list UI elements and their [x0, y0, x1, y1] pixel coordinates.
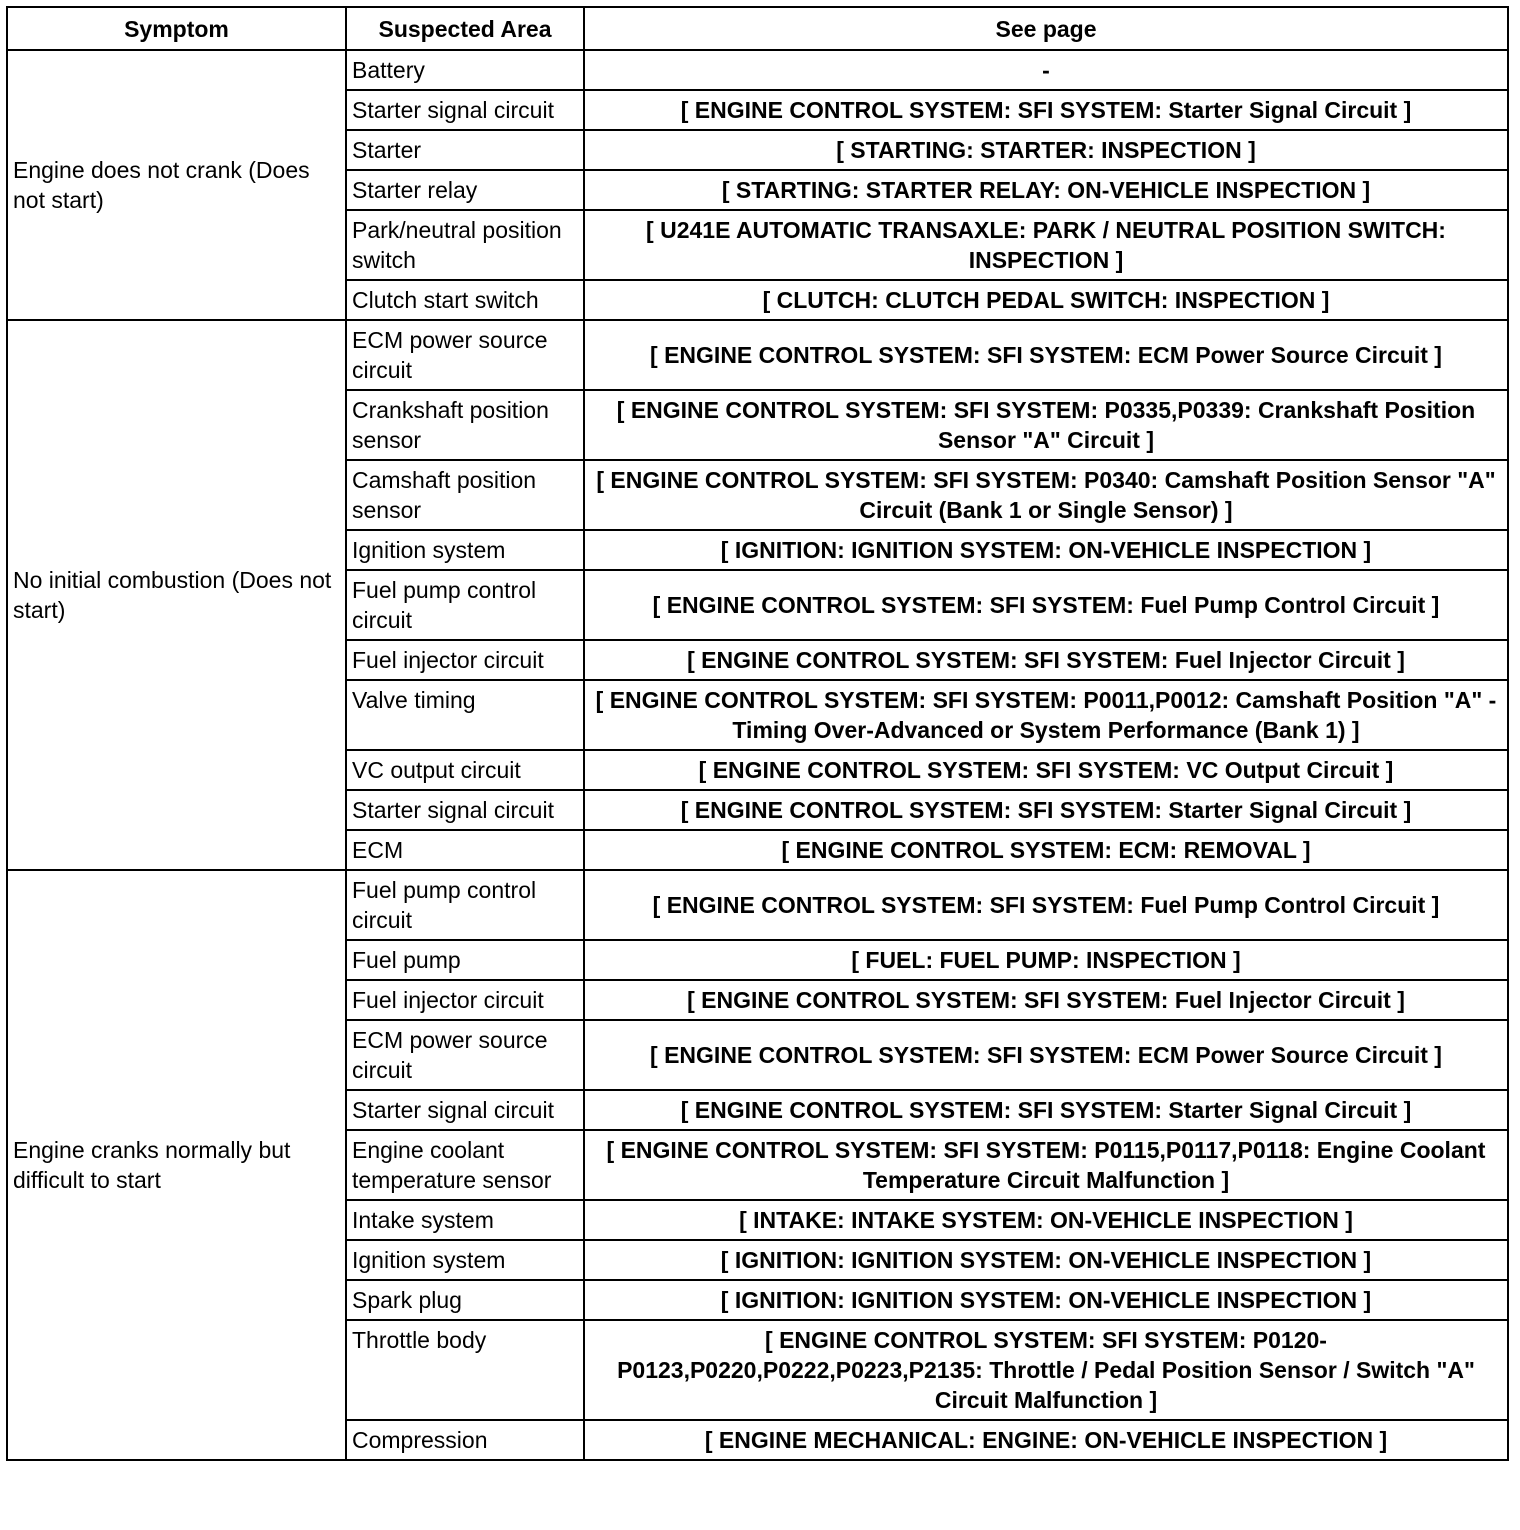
suspected-area-cell: Starter — [346, 130, 584, 170]
see-page-cell: [ ENGINE CONTROL SYSTEM: ECM: REMOVAL ] — [584, 830, 1508, 870]
suspected-area-cell: Ignition system — [346, 530, 584, 570]
table-row — [7, 50, 1508, 90]
suspected-area-cell: Intake system — [346, 1200, 584, 1240]
suspected-area-cell: Crankshaft position sensor — [346, 390, 584, 460]
see-page-cell: [ ENGINE CONTROL SYSTEM: SFI SYSTEM: Fuel Pump Control Circuit ] — [584, 870, 1508, 940]
see-page-cell: [ ENGINE CONTROL SYSTEM: SFI SYSTEM: Fuel Pump Control Circuit ] — [584, 570, 1508, 640]
table-body — [7, 50, 1508, 1460]
see-page-cell: [ STARTING: STARTER RELAY: ON-VEHICLE INSPECTION ] — [584, 170, 1508, 210]
suspected-area-cell: Starter signal circuit — [346, 790, 584, 830]
see-page-cell: [ IGNITION: IGNITION SYSTEM: ON-VEHICLE INSPECTION ] — [584, 530, 1508, 570]
see-page-cell: [ ENGINE CONTROL SYSTEM: SFI SYSTEM: P0340: Camshaft Position Sensor "A" Circuit (Bank 1 or Single Sensor) ] — [584, 460, 1508, 530]
suspected-area-cell: ECM — [346, 830, 584, 870]
suspected-area-cell: Fuel pump — [346, 940, 584, 980]
suspected-area-cell: Fuel pump control circuit — [346, 570, 584, 640]
header-row — [7, 7, 1508, 50]
header-suspected-area: Suspected Area — [346, 7, 584, 50]
symptom-cell: Engine cranks normally but difficult to start — [7, 870, 346, 1460]
header-see-page: See page — [584, 7, 1508, 50]
suspected-area-cell: ECM power source circuit — [346, 1020, 584, 1090]
suspected-area-cell: Ignition system — [346, 1240, 584, 1280]
see-page-cell: [ INTAKE: INTAKE SYSTEM: ON-VEHICLE INSPECTION ] — [584, 1200, 1508, 1240]
suspected-area-cell: Starter relay — [346, 170, 584, 210]
see-page-cell: [ IGNITION: IGNITION SYSTEM: ON-VEHICLE INSPECTION ] — [584, 1240, 1508, 1280]
suspected-area-cell: Fuel injector circuit — [346, 640, 584, 680]
suspected-area-cell: Fuel pump control circuit — [346, 870, 584, 940]
see-page-cell: [ IGNITION: IGNITION SYSTEM: ON-VEHICLE INSPECTION ] — [584, 1280, 1508, 1320]
suspected-area-cell: Battery — [346, 50, 584, 90]
suspected-area-cell: VC output circuit — [346, 750, 584, 790]
see-page-cell: [ ENGINE CONTROL SYSTEM: SFI SYSTEM: P0120-P0123,P0220,P0222,P0223,P2135: Throttle / Pedal Position Sensor / Switch "A" Circuit Malfunction ] — [584, 1320, 1508, 1420]
see-page-cell: [ ENGINE CONTROL SYSTEM: SFI SYSTEM: ECM Power Source Circuit ] — [584, 320, 1508, 390]
see-page-cell: [ ENGINE MECHANICAL: ENGINE: ON-VEHICLE INSPECTION ] — [584, 1420, 1508, 1460]
table-row — [7, 320, 1508, 390]
see-page-cell: [ ENGINE CONTROL SYSTEM: SFI SYSTEM: P0011,P0012: Camshaft Position "A" - Timing Over-Advanced or System Performance (Bank 1) ] — [584, 680, 1508, 750]
see-page-cell: [ ENGINE CONTROL SYSTEM: SFI SYSTEM: Fuel Injector Circuit ] — [584, 640, 1508, 680]
suspected-area-cell: Starter signal circuit — [346, 90, 584, 130]
see-page-cell: [ ENGINE CONTROL SYSTEM: SFI SYSTEM: P0335,P0339: Crankshaft Position Sensor "A" Circuit ] — [584, 390, 1508, 460]
see-page-cell: [ ENGINE CONTROL SYSTEM: SFI SYSTEM: ECM Power Source Circuit ] — [584, 1020, 1508, 1090]
suspected-area-cell: Compression — [346, 1420, 584, 1460]
suspected-area-cell: Starter signal circuit — [346, 1090, 584, 1130]
see-page-cell: [ ENGINE CONTROL SYSTEM: SFI SYSTEM: Fuel Injector Circuit ] — [584, 980, 1508, 1020]
symptom-cell: Engine does not crank (Does not start) — [7, 50, 346, 320]
symptom-cell: No initial combustion (Does not start) — [7, 320, 346, 870]
suspected-area-cell: Fuel injector circuit — [346, 980, 584, 1020]
see-page-cell: [ FUEL: FUEL PUMP: INSPECTION ] — [584, 940, 1508, 980]
see-page-cell: [ U241E AUTOMATIC TRANSAXLE: PARK / NEUTRAL POSITION SWITCH: INSPECTION ] — [584, 210, 1508, 280]
suspected-area-cell: Throttle body — [346, 1320, 584, 1420]
see-page-cell: [ ENGINE CONTROL SYSTEM: SFI SYSTEM: Starter Signal Circuit ] — [584, 90, 1508, 130]
see-page-cell: [ STARTING: STARTER: INSPECTION ] — [584, 130, 1508, 170]
suspected-area-cell: Park/neutral position switch — [346, 210, 584, 280]
suspected-area-cell: Engine coolant temperature sensor — [346, 1130, 584, 1200]
see-page-cell: [ CLUTCH: CLUTCH PEDAL SWITCH: INSPECTION ] — [584, 280, 1508, 320]
see-page-cell: [ ENGINE CONTROL SYSTEM: SFI SYSTEM: Starter Signal Circuit ] — [584, 1090, 1508, 1130]
header-symptom: Symptom — [7, 7, 346, 50]
table-row — [7, 870, 1508, 940]
see-page-cell: - — [584, 50, 1508, 90]
suspected-area-cell: Camshaft position sensor — [346, 460, 584, 530]
suspected-area-cell: ECM power source circuit — [346, 320, 584, 390]
symptom-table — [6, 6, 1509, 1461]
suspected-area-cell: Valve timing — [346, 680, 584, 750]
suspected-area-cell: Spark plug — [346, 1280, 584, 1320]
suspected-area-cell: Clutch start switch — [346, 280, 584, 320]
see-page-cell: [ ENGINE CONTROL SYSTEM: SFI SYSTEM: VC Output Circuit ] — [584, 750, 1508, 790]
see-page-cell: [ ENGINE CONTROL SYSTEM: SFI SYSTEM: P0115,P0117,P0118: Engine Coolant Temperature Circuit Malfunction ] — [584, 1130, 1508, 1200]
see-page-cell: [ ENGINE CONTROL SYSTEM: SFI SYSTEM: Starter Signal Circuit ] — [584, 790, 1508, 830]
